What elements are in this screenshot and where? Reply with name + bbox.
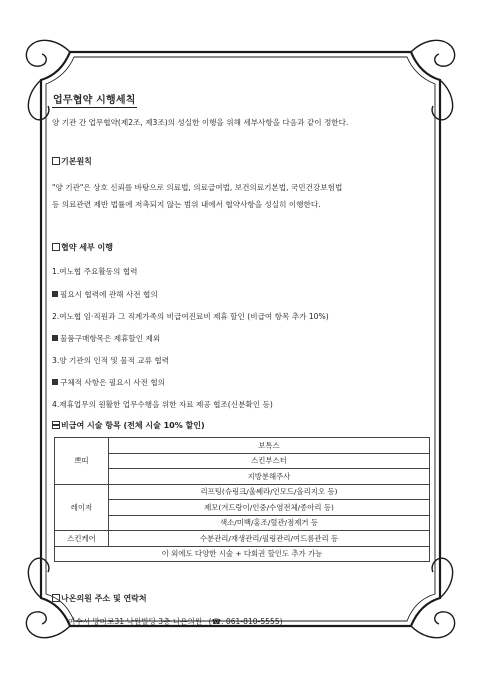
square-bullet-icon [52, 335, 58, 341]
treatment-cell: 수분관리/재생관리/필링관리/여드름관리 등 [109, 531, 430, 547]
contact-heading-label: 나온의원 주소 및 연락처 [61, 594, 147, 603]
treatment-cell: 지방분해주사 [109, 469, 430, 485]
treatment-cell: 보톡스 [109, 438, 430, 454]
detail-item: 3.양 기관의 인적 및 물적 교류 협력 [52, 356, 170, 365]
table-row [55, 438, 430, 454]
table-row [55, 500, 430, 516]
treatments-heading [52, 420, 205, 431]
detail-item: 4.제휴업무의 원활한 업무수행을 위한 자료 제공 협조(신분확인 등) [52, 400, 273, 409]
details-heading [52, 242, 113, 253]
contact-line: 여수시 망마로31 낙원빌딩 3층 나온의원 (☎. 061-810-5555) [68, 617, 283, 626]
detail-bullet-text: 물품구매항목은 제휴할인 제외 [60, 334, 161, 343]
checkbox-icon [52, 594, 60, 602]
square-bullet-icon [52, 291, 58, 297]
checked-box-icon [52, 421, 60, 429]
treatment-cell: 리프팅(슈링크/울쎄라/인모드/올리지오 등) [109, 484, 430, 500]
table-row [55, 469, 430, 485]
address-text: 여수시 망마로31 낙원빌딩 3층 나온의원 [68, 617, 203, 626]
contact-heading [52, 593, 147, 604]
detail-bullet-text: 필요시 협력에 관해 사전 협의 [60, 290, 158, 299]
category-cell: 레이저 [55, 484, 109, 531]
category-cell: 스킨케어 [55, 531, 109, 547]
phone-number: 061-810-5555 [225, 617, 280, 626]
treatment-cell: 제모(겨드랑이/인중/수염전체/종아리 등) [109, 500, 430, 516]
principle-heading [52, 156, 92, 167]
detail-item: 2.여노협 임·직원과 그 직계가족의 비급여진료비 제휴 할인 (비급여 항목 추가 10%) [52, 312, 329, 321]
principle-line-1: "양 기관"은 상호 신뢰를 바탕으로 의료법, 의료급여법, 보건의료기본법, 국민건강보험법 [52, 183, 343, 192]
table-footer-cell: 이 외에도 다양한 시술 + 다회권 할인도 추가 가능 [55, 546, 430, 562]
principle-line-2: 등 의료관련 제반 법률에 저촉되지 않는 범위 내에서 협약사항을 성실히 이행한다. [52, 200, 321, 209]
checkbox-icon [52, 157, 60, 165]
square-bullet-icon [52, 379, 58, 385]
table-row [55, 453, 430, 469]
phone-icon: ☎. [211, 617, 224, 626]
treatments-heading-label: 비급여 시술 항목 (전체 시술 10% 할인) [61, 421, 205, 430]
details-heading-label: 협약 세부 이행 [61, 243, 113, 252]
principle-heading-label: 기본원칙 [61, 157, 92, 166]
treatment-cell: 스킨부스터 [109, 453, 430, 469]
detail-bullet [52, 289, 158, 300]
intro-text: 양 기관 간 업무협약(제2조, 제3조)의 성실한 이행을 위해 세부사항을 다음과 같이 정한다. [52, 118, 349, 127]
table-row [55, 531, 430, 547]
checkbox-icon [52, 243, 60, 251]
treatment-table [54, 437, 430, 562]
table-row [55, 546, 430, 562]
detail-bullet-text: 구체적 사항은 필요시 사전 협의 [60, 378, 166, 387]
detail-bullet [52, 333, 160, 344]
table-row [55, 484, 430, 500]
detail-item: 1.여노협 주요활동의 협력 [52, 267, 138, 276]
treatment-cell: 색소/미백/홍조/혈관/점제거 등 [109, 515, 430, 531]
document-title: 업무협약 시행세칙 [52, 91, 137, 108]
detail-bullet [52, 377, 165, 388]
table-row [55, 515, 430, 531]
category-cell: 쁘띠 [55, 438, 109, 485]
